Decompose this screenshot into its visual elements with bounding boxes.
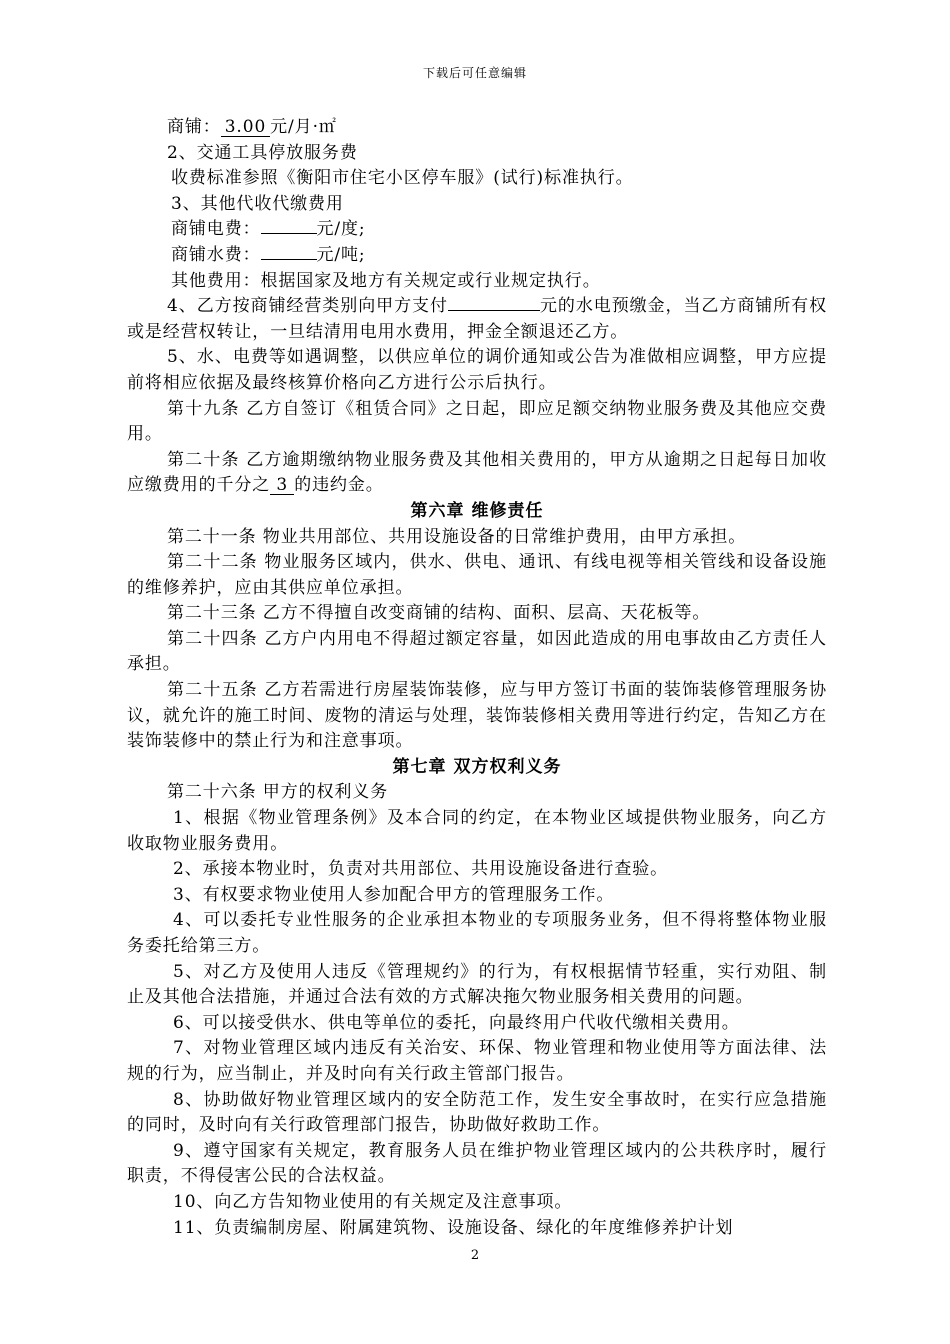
paragraph: 3、其他代收代缴费用 (171, 193, 344, 214)
paragraph: 7、对物业管理区域内违反有关治安、环保、物业管理和物业使用等方面法律、法规的行为，应当制止，并及时向有关行政主管部门报告。 (127, 1038, 827, 1084)
paragraph: 商铺电费： 元/度; (171, 219, 366, 240)
paragraph: 其他费用：根据国家及地方有关规定或行业规定执行。 (171, 270, 601, 291)
paragraph: 第二十条 乙方逾期缴纳物业服务费及其他相关费用的，甲方从逾期之日起每日加收应缴费用的千分之 3 的违约金。 (127, 449, 827, 496)
paragraph: 第二十五条 乙方若需进行房屋装饰装修，应与甲方签订书面的装饰装修管理服务协议，就允许的施工时间、废物的清运与处理，装饰装修相关费用等进行约定，告知乙方在装饰装修中的禁止行为和注意事项。 (127, 680, 827, 752)
blank-field: 3 (270, 476, 294, 495)
paragraph: 第二十二条 物业服务区域内，供水、供电、通讯、有线电视等相关管线和设备设施的维修养护，应由其供应单位承担。 (127, 552, 827, 598)
paragraph: 5、对乙方及使用人违反《管理规约》的行为，有权根据情节轻重，实行劝阻、制止及其他合法措施，并通过合法有效的方式解决拖欠物业服务相关费用的问题。 (127, 961, 827, 1008)
paragraph: 9、遵守国家有关规定，教育服务人员在维护物业管理区域内的公共秩序时，履行职责，不得侵害公民的合法权益。 (127, 1140, 827, 1187)
paragraph: 2、承接本物业时，负责对共用部位、共用设施设备进行查验。 (173, 859, 669, 880)
paragraph: 11、负责编制房屋、附属建筑物、设施设备、绿化的年度维修养护计划 (173, 1217, 734, 1238)
chapter-heading: 第六章 维修责任 (410, 500, 544, 521)
paragraph: 3、有权要求物业使用人参加配合甲方的管理服务工作。 (173, 884, 615, 905)
document-body (127, 115, 827, 1241)
blank-field (261, 259, 317, 260)
paragraph: 2、交通工具停放服务费 (167, 142, 358, 163)
paragraph: 收费标准参照《衡阳市住宅小区停车服》(试行)标准执行。 (171, 168, 634, 189)
paragraph: 6、可以接受供水、供电等单位的委托，向最终用户代收代缴相关费用。 (173, 1012, 740, 1033)
paragraph: 第十九条 乙方自签订《租赁合同》之日起，即应足额交纳物业服务费及其他应交费用。 (127, 398, 827, 445)
paragraph: 8、协助做好物业管理区域内的安全防范工作，发生安全事故时，在实行应急措施的同时，及时向有关行政管理部门报告，协助做好救助工作。 (127, 1089, 827, 1136)
blank-field (261, 233, 317, 234)
page-number: 2 (470, 1248, 480, 1263)
paragraph: 第二十三条 乙方不得擅自改变商铺的结构、面积、层高、天花板等。 (167, 603, 711, 624)
paragraph: 4、乙方按商铺经营类别向甲方支付 元的水电预缴金，当乙方商铺所有权或是经营权转让，一旦结清用电用水费用，押金全额退还乙方。 (127, 296, 827, 342)
paragraph: 4、可以委托专业性服务的企业承担本物业的专项服务业务，但不得将整体物业服务委托给第三方。 (127, 910, 827, 956)
paragraph: 10、向乙方告知物业使用的有关规定及注意事项。 (173, 1191, 573, 1212)
paragraph: 1、根据《物业管理条例》及本合同的约定，在本物业区域提供物业服务，向乙方收取物业服务费用。 (127, 808, 827, 854)
paragraph: 5、水、电费等如遇调整，以供应单位的调价通知或公告为准做相应调整，甲方应提前将相应依据及最终核算价格向乙方进行公示后执行。 (127, 347, 827, 393)
blank-field (448, 310, 540, 311)
paragraph: 商铺水费： 元/吨; (171, 244, 366, 265)
paragraph: 第二十一条 物业共用部位、共用设施设备的日常维护费用，由甲方承担。 (167, 526, 747, 547)
paragraph: 第二十四条 乙方户内用电不得超过额定容量，如因此造成的用电事故由乙方责任人承担。 (127, 628, 827, 675)
page-header: 下载后可任意编辑 (422, 66, 527, 80)
paragraph: 第二十六条 甲方的权利义务 (167, 782, 389, 803)
paragraph: 商铺： 3.00 元/月·㎡ (167, 117, 337, 137)
chapter-heading: 第七章 双方权利义务 (392, 756, 562, 777)
blank-field: 3.00 (221, 118, 270, 137)
